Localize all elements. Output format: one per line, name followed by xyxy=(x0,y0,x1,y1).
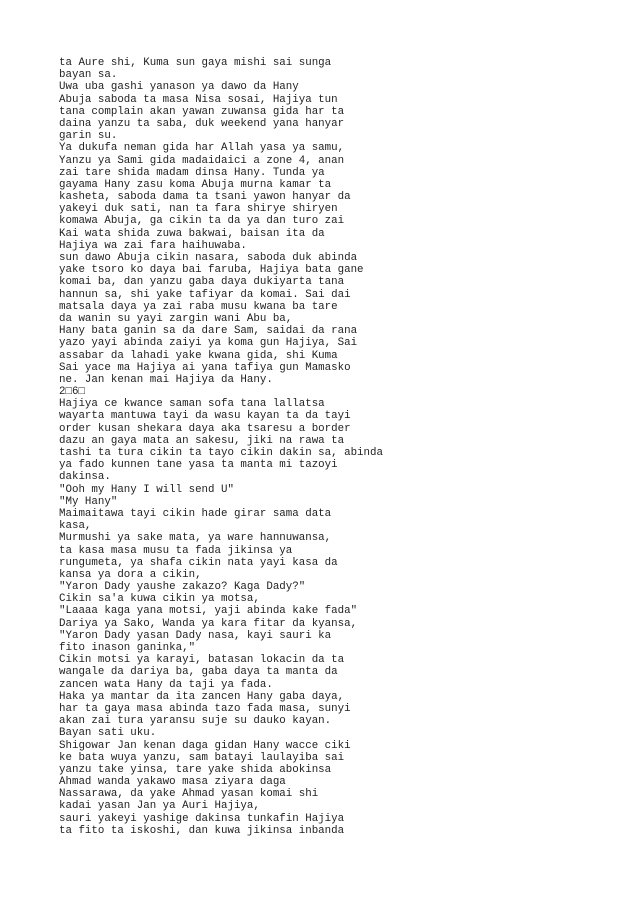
text-line: yazo yayi abinda zaiyi ya koma gun Hajiya, Sai xyxy=(59,337,358,350)
text-line: "Ooh my Hany I will send U" xyxy=(59,483,234,496)
text-line: order kusan shekara daya aka tsaresu a border xyxy=(59,422,351,435)
text-line: assabar da lahadi yake kwana gida, shi Kuma xyxy=(59,349,338,362)
text-line: Shigowar Jan kenan daga gidan Hany wacce ciki xyxy=(59,739,351,752)
text-line: wayarta mantuwa tayi da wasu kayan ta da tayi xyxy=(59,410,351,423)
text-line: Haka ya mantar da ita zancen Hany gaba daya, xyxy=(59,690,345,703)
text-line: Hajiya ce kwance saman sofa tana lallatsa xyxy=(59,398,325,411)
text-line: tana complain akan yawan zuwansa gida har ta xyxy=(59,105,345,118)
text-line: Uwa uba gashi yanason ya dawo da Hany xyxy=(59,81,299,94)
text-line: sauri yakeyi yashige dakinsa tunkafin Hajiya xyxy=(59,812,345,825)
text-line: ya fado kunnen tane yasa ta manta mi tazoyi xyxy=(59,459,338,472)
text-line: kadai yasan Jan ya Auri Hajiya, xyxy=(59,800,260,813)
text-line: Kai wata shida zuwa bakwai, baisan ita da xyxy=(59,227,325,240)
text-line: Hany bata ganin sa da dare Sam, saidai da rana xyxy=(59,325,358,338)
text-line: yakeyi duk sati, nan ta fara shirye shiryen xyxy=(59,203,338,216)
text-line: Bayan sati uku. xyxy=(59,727,157,740)
text-line: kasheta, saboda dama ta tsani yawon hanyar da xyxy=(59,191,351,204)
text-line: tashi ta tura cikin ta tayo cikin dakin sa, abinda xyxy=(59,447,383,459)
text-line: Murmushi ya sake mata, ya ware hannuwansa, xyxy=(59,532,332,545)
text-line: Maimaitawa tayi cikin hade girar sama data xyxy=(59,507,332,520)
text-line: bayan sa. xyxy=(59,69,118,82)
text-line: Abuja saboda ta masa Nisa sosai, Hajiya tun xyxy=(59,93,338,106)
text-line: komawa Abuja, ga cikin ta da ya dan turo zai xyxy=(59,215,345,228)
text-line: zai tare shida madam dinsa Hany. Tunda ya xyxy=(59,166,325,179)
document-page xyxy=(59,57,619,837)
text-line: komai ba, dan yanzu gaba daya dukiyarta tana xyxy=(59,276,345,289)
text-line: wangale da dariya ba, gaba daya ta manta da xyxy=(59,666,338,679)
text-line: Sai yace ma Hajiya ai yana tafiya gun Mamasko xyxy=(59,361,351,374)
text-line: fito inason ganinka," xyxy=(59,642,196,654)
text-line: Cikin motsi ya karayi, batasan lokacin da ta xyxy=(59,654,345,667)
text-line: daina yanzu ta saba, duk weekend yana hanyar xyxy=(59,117,345,130)
text-line: Hajiya wa zai fara haihuwaba. xyxy=(59,239,247,252)
text-line: garin su. xyxy=(59,130,118,143)
text-line: Ya dukufa neman gida har Allah yasa ya samu, xyxy=(59,142,345,155)
text-line: Cikin sa'a kuwa cikin ya motsa, xyxy=(59,593,260,606)
text-line: gayama Hany zasu koma Abuja murna kamar ta xyxy=(59,178,332,191)
text-line: hannun sa, shi yake tafiyar da komai. Sai dai xyxy=(59,288,351,301)
text-line: Ahmad wanda yakawo masa ziyara daga xyxy=(59,776,286,789)
text-line: akan zai tura yaransu suje su dauko kayan. xyxy=(59,715,332,728)
text-line: yanzu take yinsa, tare yake shida abokinsa xyxy=(59,763,332,776)
text-line: Nassarawa, da yake Ahmad yasan komai shi xyxy=(59,788,319,801)
text-line: "Laaaa kaga yana motsi, yaji abinda kake fada" xyxy=(59,605,358,618)
text-line: ke bata wuya yanzu, sam batayi laulayiba sai xyxy=(59,751,345,764)
text-line: kasa, xyxy=(59,520,92,533)
text-line: ta kasa masa musu ta fada jikinsa ya xyxy=(59,544,293,557)
text-line: ta Aure shi, Kuma sun gaya mishi sai sunga xyxy=(59,57,332,69)
text-line: dazu an gaya mata an sakesu, jiki na rawa ta xyxy=(59,434,345,447)
text-line: kansa ya dora a cikin, xyxy=(59,568,202,581)
text-line: ne. Jan kenan mai Hajiya da Hany. xyxy=(59,373,273,386)
text-line: ta fito ta iskoshi, dan kuwa jikinsa inbanda xyxy=(59,824,345,837)
text-line: Dariya ya Sako, Wanda ya kara fitar da kyansa, xyxy=(59,617,358,630)
text-line: dakinsa. xyxy=(59,471,111,484)
text-line: Yanzu ya Sami gida madaidaici a zone 4, anan xyxy=(59,154,345,167)
text-line: da wanin su yayi zargin wani Abu ba, xyxy=(59,312,293,325)
text-line: zancen wata Hany da taji ya fada. xyxy=(59,678,273,691)
text-line: "My Hany" xyxy=(59,495,118,508)
text-line: yake tsoro ko daya bai faruba, Hajiya bata gane xyxy=(59,264,364,277)
text-line: sun dawo Abuja cikin nasara, saboda duk abinda xyxy=(59,252,358,264)
text-line: 2□6□ xyxy=(59,386,85,399)
text-line: "Yaron Dady yasan Dady nasa, kayi sauri ka xyxy=(59,629,332,642)
text-line: matsala daya ya zai raba musu kwana ba tare xyxy=(59,300,338,313)
text-line: "Yaron Dady yaushe zakazo? Kaga Dady?" xyxy=(59,581,306,594)
text-line: har ta gaya masa abinda tazo fada masa, sunyi xyxy=(59,702,351,715)
text-line: rungumeta, ya shafa cikin nata yayi kasa da xyxy=(59,556,338,569)
